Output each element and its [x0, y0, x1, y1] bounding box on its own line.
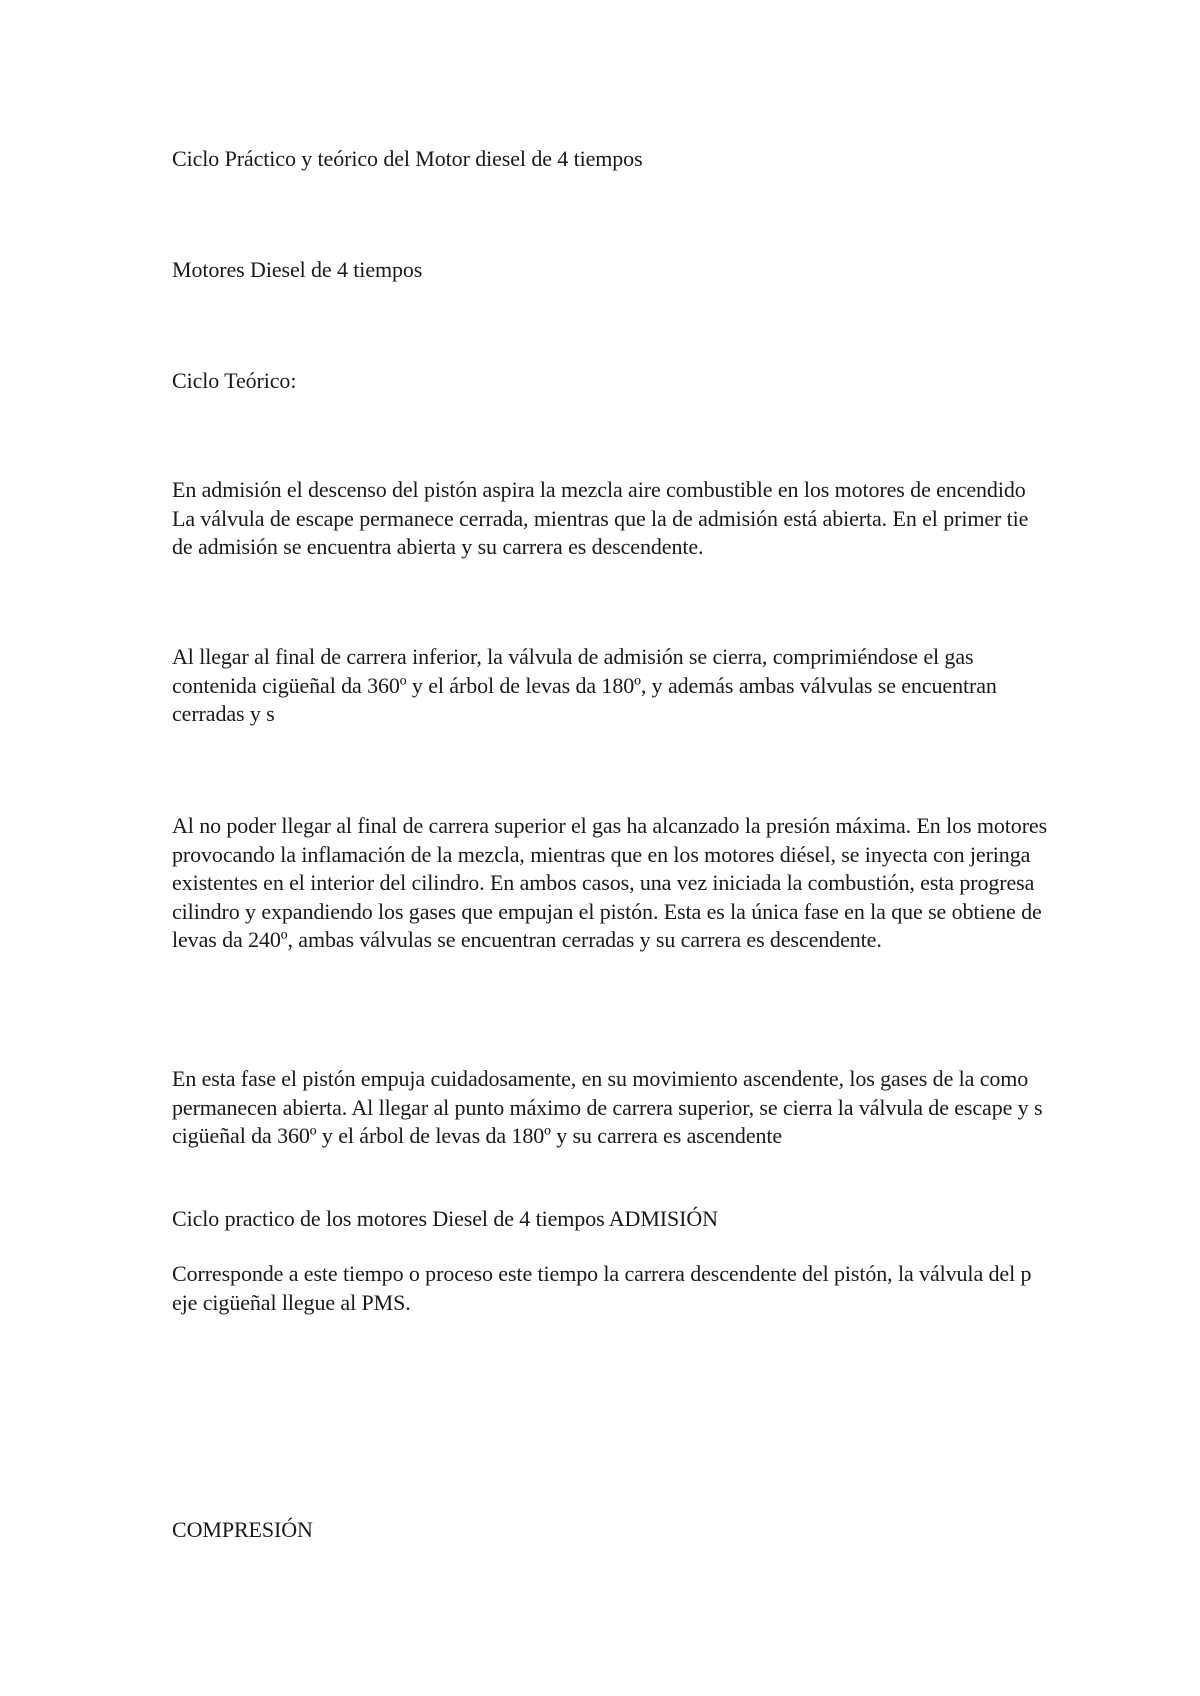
paragraph-expansion: Al no poder llegar al final de carrera superior el gas ha alcanzado la presión máxima. En los motores provocando la inflamación de la mezcla, mientras que en los motores diésel, se inyecta con jeringa existentes en el interior del cilindro. En ambos casos, una vez iniciada la combustión, esta progresa cilindro y expandiendo los gases que empujan el pistón. Esta es la única fase en la que se obtiene de levas da 240º, ambas válvulas se encuentran cerradas y su carrera es descendente.: [172, 813, 1048, 952]
paragraph-admision-practico: Corresponde a este tiempo o proceso este tiempo la carrera descendente del pistón, la válvula del p eje cigüeñal llegue al PMS.: [172, 1261, 1032, 1315]
section-heading: Motores Diesel de 4 tiempos: [172, 257, 423, 282]
section-compresion-heading: COMPRESIÓN: [172, 1517, 313, 1542]
paragraph-admision: En admisión el descenso del pistón aspira la mezcla aire combustible en los motores de encendido La válvula de escape permanece cerrada, mientras que la de admisión está abierta. En el primer tie de admisión se encuentra abierta y su carrera es descendente.: [172, 477, 1029, 559]
paragraph-escape: En esta fase el pistón empuja cuidadosamente, en su movimiento ascendente, los gases de la como permanecen abierta. Al llegar al punto máximo de carrera superior, se cierra la válvula de escape y s cigüeñal da 360º y el árbol de levas da 180º y su carrera es ascendente: [172, 1066, 1043, 1148]
paragraph-compresion: Al llegar al final de carrera inferior, la válvula de admisión se cierra, comprimiéndose el gas contenida cigüeñal da 360º y el árbol de levas da 180º, y además ambas válvulas se encuentran cerradas y s: [172, 644, 997, 726]
document-title: Ciclo Práctico y teórico del Motor diesel de 4 tiempos: [172, 146, 643, 171]
subheading-ciclo-practico: Ciclo practico de los motores Diesel de 4 tiempos ADMISIÓN: [172, 1206, 718, 1231]
subheading-ciclo-teorico: Ciclo Teórico:: [172, 368, 297, 393]
